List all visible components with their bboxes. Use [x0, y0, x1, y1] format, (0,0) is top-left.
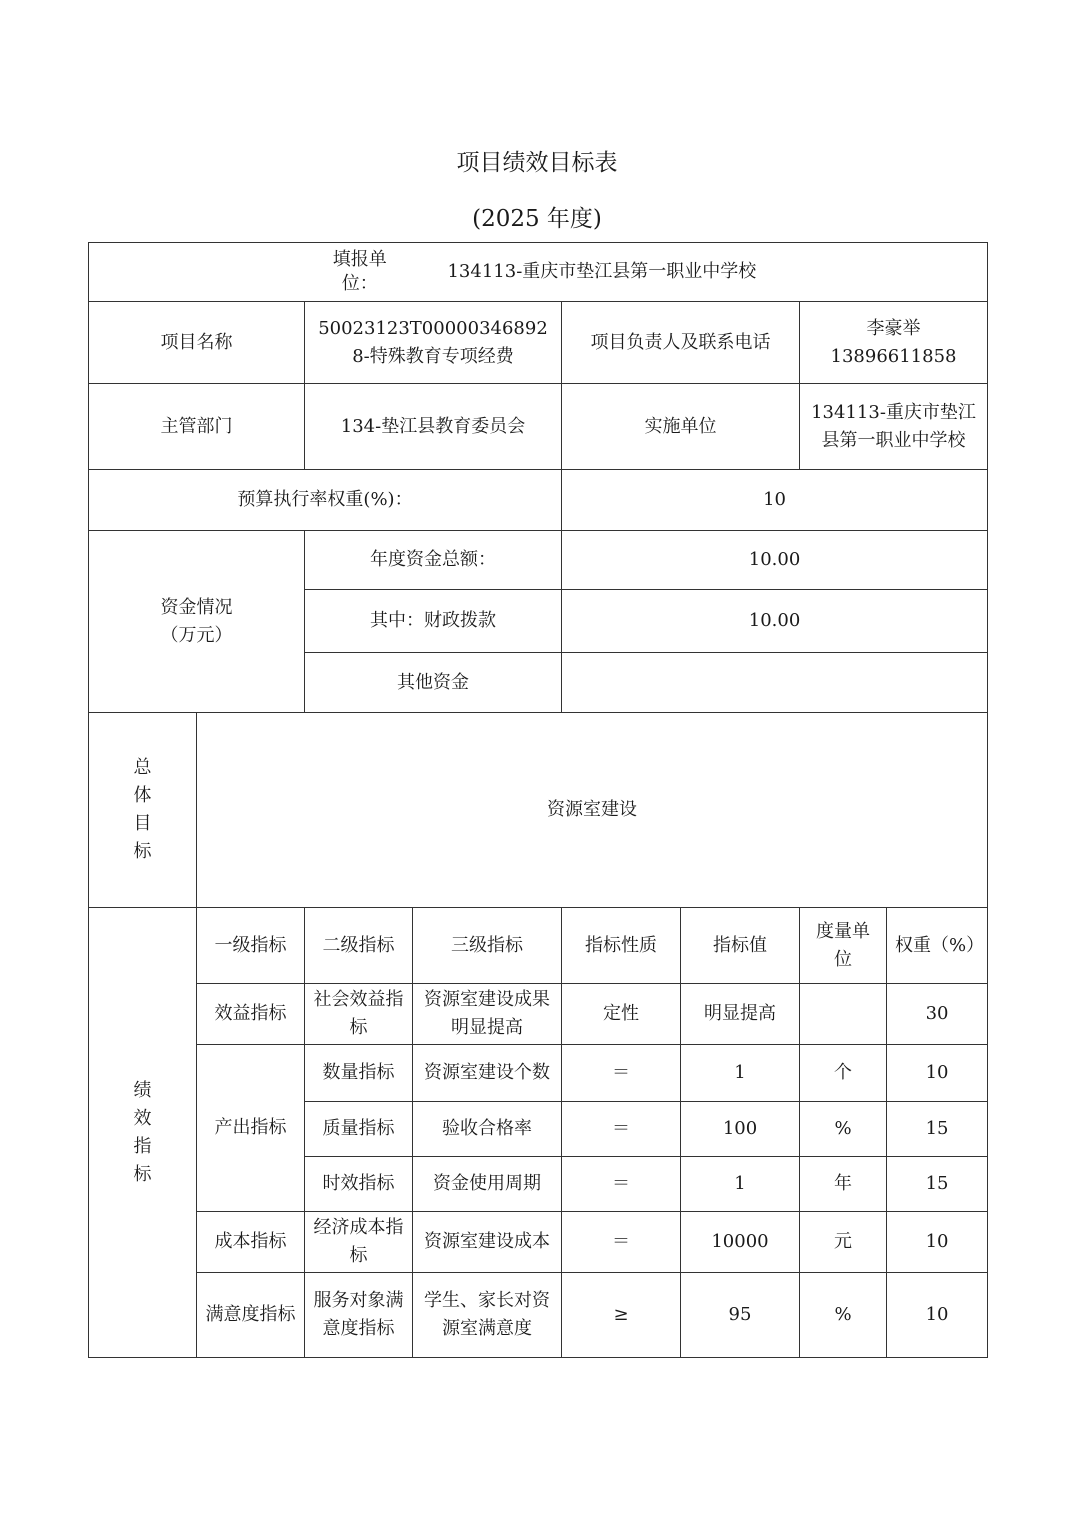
budget-weight-label: 预算执行率权重(%)：: [89, 470, 562, 531]
funds-label: [89, 531, 305, 713]
cell-unit: 个: [800, 1045, 887, 1102]
cell-unit: 年: [800, 1157, 887, 1212]
performance-table: [88, 242, 988, 1358]
fiscal-allocation-value: 10.00: [562, 590, 988, 653]
cell-level1: 产出指标: [197, 1045, 305, 1212]
header-weight: 权重（%）: [887, 908, 988, 984]
cell-weight: 10: [887, 1045, 988, 1102]
header-value: 指标值: [681, 908, 800, 984]
cell-value: 1: [681, 1045, 800, 1102]
header-level2: 二级指标: [305, 908, 413, 984]
cell-value: 95: [681, 1273, 800, 1358]
cell-weight: 15: [887, 1102, 988, 1157]
project-leader-name: 李豪举: [866, 317, 921, 339]
cell-level3: 资源室建设成果明显提高: [413, 984, 562, 1045]
perf-label-char: 指: [133, 1135, 152, 1157]
reporting-unit-label: 填报单位：: [332, 249, 387, 294]
cell-level3: 资源室建设成本: [413, 1212, 562, 1273]
goal-label-char: 目: [133, 813, 152, 834]
cell-level1: 效益指标: [197, 984, 305, 1045]
project-name-value: 50023123T000003468928-特殊教育专项经费: [305, 302, 562, 384]
implementing-unit-label: 实施单位: [562, 384, 800, 470]
annual-total-label: 年度资金总额：: [305, 531, 562, 590]
cell-nature: ＝: [562, 1157, 681, 1212]
cell-unit: 元: [800, 1212, 887, 1273]
reporting-unit-value: 134113-重庆市垫江县第一职业中学校: [447, 261, 757, 282]
reporting-unit-row: [89, 243, 988, 302]
other-funds-label: 其他资金: [305, 653, 562, 713]
page-subtitle: (2025 年度): [472, 206, 602, 232]
cell-level2: 服务对象满意度指标: [305, 1273, 413, 1358]
goal-label-char: 体: [133, 785, 152, 806]
cell-level2: 经济成本指标: [305, 1212, 413, 1273]
header-level3: 三级指标: [413, 908, 562, 984]
cell-nature: ＝: [562, 1045, 681, 1102]
goal-label-char: 总: [133, 757, 152, 778]
header-unit: 度量单位: [800, 908, 887, 984]
cell-level2: 质量指标: [305, 1102, 413, 1157]
cell-level3: 学生、家长对资源室满意度: [413, 1273, 562, 1358]
department-label: 主管部门: [89, 384, 305, 470]
cell-value: 10000: [681, 1212, 800, 1273]
cell-nature: ＝: [562, 1102, 681, 1157]
cell-level1: 满意度指标: [197, 1273, 305, 1358]
header-level1: 一级指标: [197, 908, 305, 984]
page-title: 项目绩效目标表: [456, 150, 618, 176]
table-row: [89, 1045, 988, 1102]
cell-level2: 数量指标: [305, 1045, 413, 1102]
header-nature: 指标性质: [562, 908, 681, 984]
perf-label-char: 效: [133, 1107, 152, 1129]
cell-weight: 10: [887, 1273, 988, 1358]
cell-unit: %: [800, 1273, 887, 1358]
table-row: [89, 1273, 988, 1358]
cell-value: 1: [681, 1157, 800, 1212]
cell-weight: 15: [887, 1157, 988, 1212]
goal-label-char: 标: [133, 841, 152, 862]
cell-level3: 资金使用周期: [413, 1157, 562, 1212]
funds-label-line2: （万元）: [160, 624, 233, 646]
department-value: 134-垫江县教育委员会: [305, 384, 562, 470]
cell-unit: %: [800, 1102, 887, 1157]
project-leader-phone: 13896611858: [830, 345, 957, 367]
cell-level3: 资源室建设个数: [413, 1045, 562, 1102]
perf-label-char: 绩: [133, 1079, 152, 1101]
cell-level2: 时效指标: [305, 1157, 413, 1212]
overall-goal-value: 资源室建设: [197, 713, 988, 908]
cell-level3: 验收合格率: [413, 1102, 562, 1157]
cell-level1: 成本指标: [197, 1212, 305, 1273]
budget-weight-value: 10: [562, 470, 988, 531]
implementing-unit-value: 134113-重庆市垫江县第一职业中学校: [800, 384, 988, 470]
cell-nature: ≥: [562, 1273, 681, 1358]
project-name-label: 项目名称: [89, 302, 305, 384]
cell-nature: 定性: [562, 984, 681, 1045]
performance-indicator-label: [89, 908, 197, 1358]
cell-level2: 社会效益指标: [305, 984, 413, 1045]
cell-weight: 30: [887, 984, 988, 1045]
project-leader-value: [800, 302, 988, 384]
cell-nature: ＝: [562, 1212, 681, 1273]
project-leader-label: 项目负责人及联系电话: [562, 302, 800, 384]
table-row: [89, 1212, 988, 1273]
cell-unit: [800, 984, 887, 1045]
perf-label-char: 标: [133, 1163, 152, 1185]
funds-label-line1: 资金情况: [160, 596, 233, 618]
overall-goal-label: [89, 713, 197, 908]
cell-value: 明显提高: [681, 984, 800, 1045]
fiscal-allocation-label: 其中：财政拨款: [305, 590, 562, 653]
other-funds-value: [562, 653, 988, 713]
cell-weight: 10: [887, 1212, 988, 1273]
table-row: [89, 984, 988, 1045]
cell-value: 100: [681, 1102, 800, 1157]
annual-total-value: 10.00: [562, 531, 988, 590]
